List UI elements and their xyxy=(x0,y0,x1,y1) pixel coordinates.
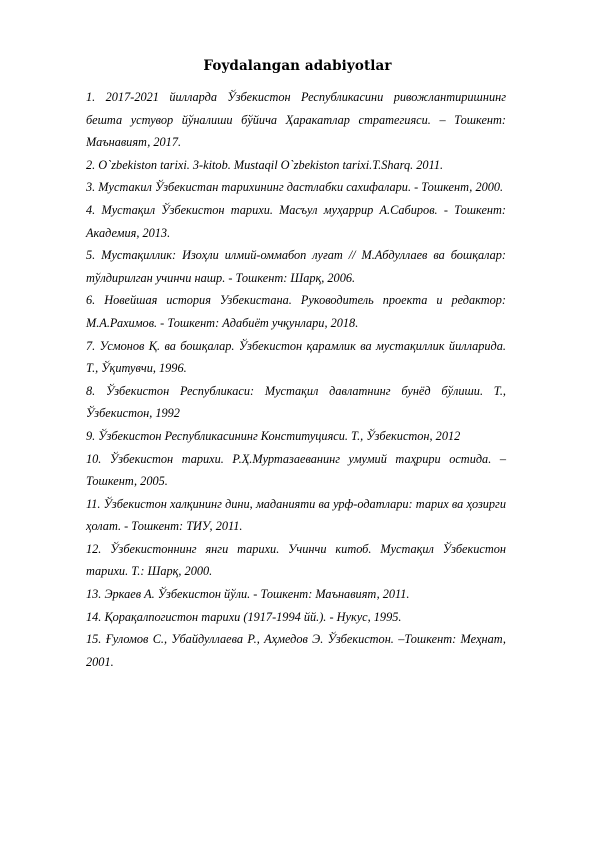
reference-item: 11. Ўзбекистон халқининг дини, маданияти ва урф-одатлари: тарих ва ҳозирги ҳолат. - Тошкент: ТИУ, 2011. xyxy=(86,496,506,534)
reference-item: 5. Мустақиллик: Изоҳли илмий-оммабоп луғат // М.Абдуллаев ва бошқалар: тўлдирилган учинчи нашр. - Тошкент: Шарқ, 2006. xyxy=(86,248,506,285)
reference-item: 2. O`zbekiston tarixi. 3-kitob. Mustaqil O`zbekiston tarixi.T.Sharq. 2011. xyxy=(86,157,444,172)
reference-list xyxy=(86,86,506,673)
reference-item: 7. Усмонов Қ. ва бошқалар. Ўзбекистон қарамлик ва мустақиллик йилларида. Т., Ўқитувчи, 1996. xyxy=(86,338,506,376)
reference-item: 12. Ўзбекистоннинг янги тарихи. Учинчи китоб. Мустақил Ўзбекистон тарихи. Т.: Шарқ, 2000. xyxy=(86,541,506,579)
reference-item: 13. Эркаев А. Ўзбекистон йўли. - Тошкент: Маънавият, 2011. xyxy=(86,587,410,602)
reference-item: 8. Ўзбекистон Республикаси: Мустақил давлатнинг бунёд бўлиши. Т., Ўзбекистон, 1992 xyxy=(86,383,506,421)
reference-item: 9. Ўзбекистон Республикасининг Конституцияси. Т., Ўзбекистон, 2012 xyxy=(86,428,461,443)
page-title: Foydalangan adabiyotlar xyxy=(203,58,392,74)
reference-item: 6. Новейшая история Узбекистана. Руководитель проекта и редактор: М.А.Рахимов. - Тошкент: Адабиёт учқунлари, 2018. xyxy=(86,293,506,330)
reference-item: 15. Ғуломов С., Убайдуллаева Р., Аҳмедов Э. Ўзбекистон. –Тошкент: Меҳнат, 2001. xyxy=(86,632,506,669)
reference-item: 3. Мустакил Ўзбекистан тарихининг дастлабки сахифалари. - Тошкент, 2000. xyxy=(86,180,504,195)
reference-item: 10. Ўзбекистон тарихи. Р.Ҳ.Муртазаеванинг умумий таҳрири остида. – Тошкент, 2005. xyxy=(86,451,506,489)
reference-item: 4. Мустақил Ўзбекистон тарихи. Масъул муҳаррир А.Сабиров. - Тошкент: Академия, 2013. xyxy=(86,202,506,240)
reference-item: 14. Қорақалпогистон тарихи (1917-1994 йй.). - Нукус, 1995. xyxy=(86,609,402,624)
reference-item: 1. 2017-2021 йилларда Ўзбекистон Республикасини ривожлантиришнинг бешта устувор йўналиши бўйича Ҳаракатлар стратегияси. – Тошкент: Маънавият, 2017. xyxy=(86,90,506,150)
